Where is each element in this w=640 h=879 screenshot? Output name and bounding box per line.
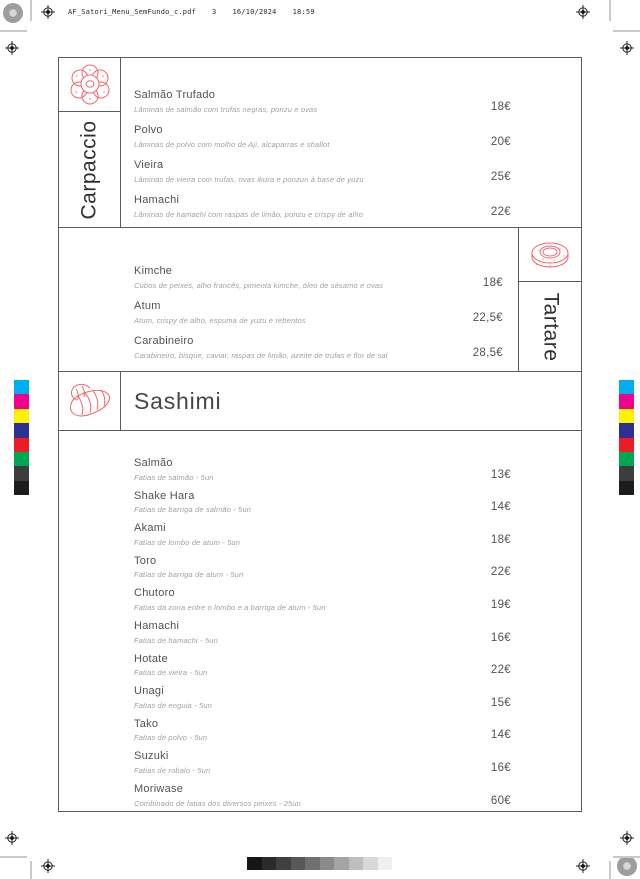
item-name: Polvo (134, 124, 163, 137)
color-swatch (14, 409, 29, 423)
sashimi-slices-icon (66, 380, 114, 422)
item-name: Akami (134, 522, 166, 535)
crop-line (30, 861, 32, 879)
carpaccio-icon-cell (59, 58, 121, 112)
item-name: Unagi (134, 685, 164, 698)
item-name: Moriwase (134, 782, 184, 795)
color-swatch (619, 452, 634, 466)
item-price: 20€ (490, 136, 511, 148)
registration-mark-icon (41, 859, 55, 873)
sashimi-title: Sashimi (134, 387, 222, 414)
item-price: 18€ (482, 277, 503, 289)
item-description: Fatias de robalo - 5un (134, 765, 211, 775)
sashimi-items (134, 449, 511, 808)
carpaccio-section (58, 57, 582, 228)
item-price: 16€ (490, 631, 511, 644)
item-price: 19€ (490, 598, 511, 611)
item-price: 60€ (490, 794, 511, 807)
crop-line (609, 0, 611, 21)
item-description: Cubos de peixes, alho francês, pimenta kimche, óleo de sésamo e ovas (134, 281, 384, 290)
sashimi-items-box (58, 430, 582, 812)
registration-mark-icon (576, 859, 590, 873)
color-swatch (619, 380, 634, 394)
carpaccio-flower-icon (67, 63, 113, 107)
proof-time: 18:59 (292, 8, 315, 16)
item-description: Lâminas de salmão com trufas negras, ponzu e ovas (134, 105, 318, 114)
item-description: Lâminas de vieira com trufas, ovas ikura e ponzun à base de yuzu (134, 175, 364, 184)
sashimi-icon-cell (59, 372, 121, 430)
sashimi-header (58, 371, 582, 431)
item-name: Carabineiro (134, 335, 194, 348)
menu-item-row (134, 579, 511, 612)
item-description: Fatias de barriga de atum - 5un (134, 570, 244, 580)
tartare-ring-icon (526, 235, 574, 275)
item-description: Carabineiro, bisque, caviar, raspas de limão, azeite de trufas e flor de sal (134, 351, 388, 360)
grayscale-swatch (349, 857, 364, 870)
item-name: Hamachi (134, 619, 180, 632)
printer-color-bar (619, 380, 634, 495)
crop-line (30, 0, 32, 21)
menu-item-row (134, 775, 511, 808)
item-name: Salmão Trufado (134, 89, 216, 102)
item-description: Lâminas de polvo com molho de Aji, alcaparras e shallot (134, 140, 330, 149)
section-label-carpaccio: Carpaccio (77, 120, 101, 220)
menu-item-row (134, 184, 511, 219)
proof-filename: AF_Satori_Menu_SemFundo_c.pdf (68, 8, 197, 16)
proof-header (68, 8, 331, 16)
grayscale-bar (247, 857, 392, 870)
tartare-label-cell (518, 282, 581, 372)
item-price: 25€ (490, 171, 511, 183)
item-name: Hotate (134, 652, 168, 665)
menu-item-row (134, 645, 511, 678)
color-swatch (14, 394, 29, 408)
item-name: Suzuki (134, 750, 169, 763)
item-price: 16€ (490, 761, 511, 774)
color-swatch (14, 466, 29, 480)
grayscale-swatch (291, 857, 306, 870)
color-swatch (619, 394, 634, 408)
color-swatch (619, 423, 634, 437)
tartare-icon-cell (518, 228, 581, 282)
item-price: 14€ (490, 501, 511, 514)
color-swatch (14, 380, 29, 394)
color-swatch (619, 409, 634, 423)
section-label-tartare: Tartare (539, 292, 563, 362)
printer-color-bar (14, 380, 29, 495)
grayscale-swatch (305, 857, 320, 870)
color-swatch (14, 423, 29, 437)
grayscale-swatch (262, 857, 277, 870)
carpaccio-items (134, 79, 511, 219)
item-description: Fatias de hamachi - 5un (134, 635, 218, 645)
item-description: Atum, crispy de alho, espuma de yuzu e rebentos (134, 316, 306, 325)
menu-item-row (134, 290, 503, 325)
item-price: 18€ (490, 533, 511, 546)
menu-item-row (134, 79, 511, 114)
item-name: Vieira (134, 159, 164, 172)
item-price: 22€ (490, 206, 511, 218)
item-name: Tako (134, 717, 159, 730)
item-description: Fatias de polvo - 5un (134, 733, 208, 743)
color-swatch (14, 481, 29, 495)
crop-line (613, 856, 640, 858)
registration-mark-icon (5, 41, 19, 55)
menu-item-row (134, 612, 511, 645)
menu-item-row (134, 149, 511, 184)
crop-line (609, 861, 611, 879)
color-swatch (619, 466, 634, 480)
registration-mark-icon (576, 5, 590, 19)
item-name: Hamachi (134, 194, 180, 207)
menu-item-row (134, 677, 511, 710)
grayscale-swatch (276, 857, 291, 870)
item-price: 28,5€ (472, 347, 503, 359)
item-description: Fatias de lombo de atum - 5un (134, 537, 241, 547)
item-name: Kimche (134, 265, 173, 278)
item-description: Fatias da zona entre o lombo e a barriga de atum - 5un (134, 602, 326, 612)
item-name: Atum (134, 300, 161, 313)
crop-line (0, 856, 27, 858)
menu-item-row (134, 449, 511, 482)
item-description: Fatias de vieira - 5un (134, 668, 208, 678)
registration-mark-icon (5, 831, 19, 845)
menu-item-row (134, 325, 503, 360)
registration-mark-icon (620, 41, 634, 55)
grayscale-swatch (247, 857, 262, 870)
menu-item-row (134, 482, 511, 515)
grayscale-swatch (378, 857, 393, 870)
gray-dot-mark (617, 856, 637, 876)
item-price: 15€ (490, 696, 511, 709)
menu-item-row (134, 742, 511, 775)
proof-date: 16/10/2024 (232, 8, 277, 16)
grayscale-swatch (363, 857, 378, 870)
menu-item-row (134, 255, 503, 290)
tartare-section (58, 227, 582, 372)
item-description: Lâminas de hamachi com raspas de limão, ponzu e crispy de alho (134, 210, 364, 219)
color-swatch (14, 452, 29, 466)
item-price: 22,5€ (472, 312, 503, 324)
item-price: 22€ (490, 664, 511, 677)
item-name: Chutoro (134, 587, 175, 600)
registration-mark-icon (620, 831, 634, 845)
crop-line (613, 30, 640, 32)
proof-page-number: 3 (212, 8, 217, 16)
item-name: Shake Hara (134, 489, 195, 502)
item-price: 13€ (490, 468, 511, 481)
item-name: Salmão (134, 456, 173, 469)
color-swatch (619, 438, 634, 452)
item-description: Fatias de barriga de salmão - 5un (134, 505, 252, 515)
menu-item-row (134, 547, 511, 580)
item-price: 22€ (490, 566, 511, 579)
item-price: 18€ (490, 101, 511, 113)
crop-line (0, 30, 27, 32)
gray-dot-mark (3, 3, 23, 23)
item-price: 14€ (490, 729, 511, 742)
tartare-items (134, 255, 503, 360)
item-description: Fatias de enguia - 5un (134, 700, 212, 710)
color-swatch (619, 481, 634, 495)
grayscale-swatch (334, 857, 349, 870)
color-swatch (14, 438, 29, 452)
item-description: Combinado de fatias dos diversos peixes - 25un (134, 798, 301, 808)
menu-item-row (134, 514, 511, 547)
carpaccio-label-cell (59, 112, 121, 228)
item-description: Fatias de salmão - 5un (134, 472, 214, 482)
item-name: Toro (134, 554, 157, 567)
grayscale-swatch (320, 857, 335, 870)
menu-item-row (134, 710, 511, 743)
menu-item-row (134, 114, 511, 149)
registration-mark-icon (41, 5, 55, 19)
